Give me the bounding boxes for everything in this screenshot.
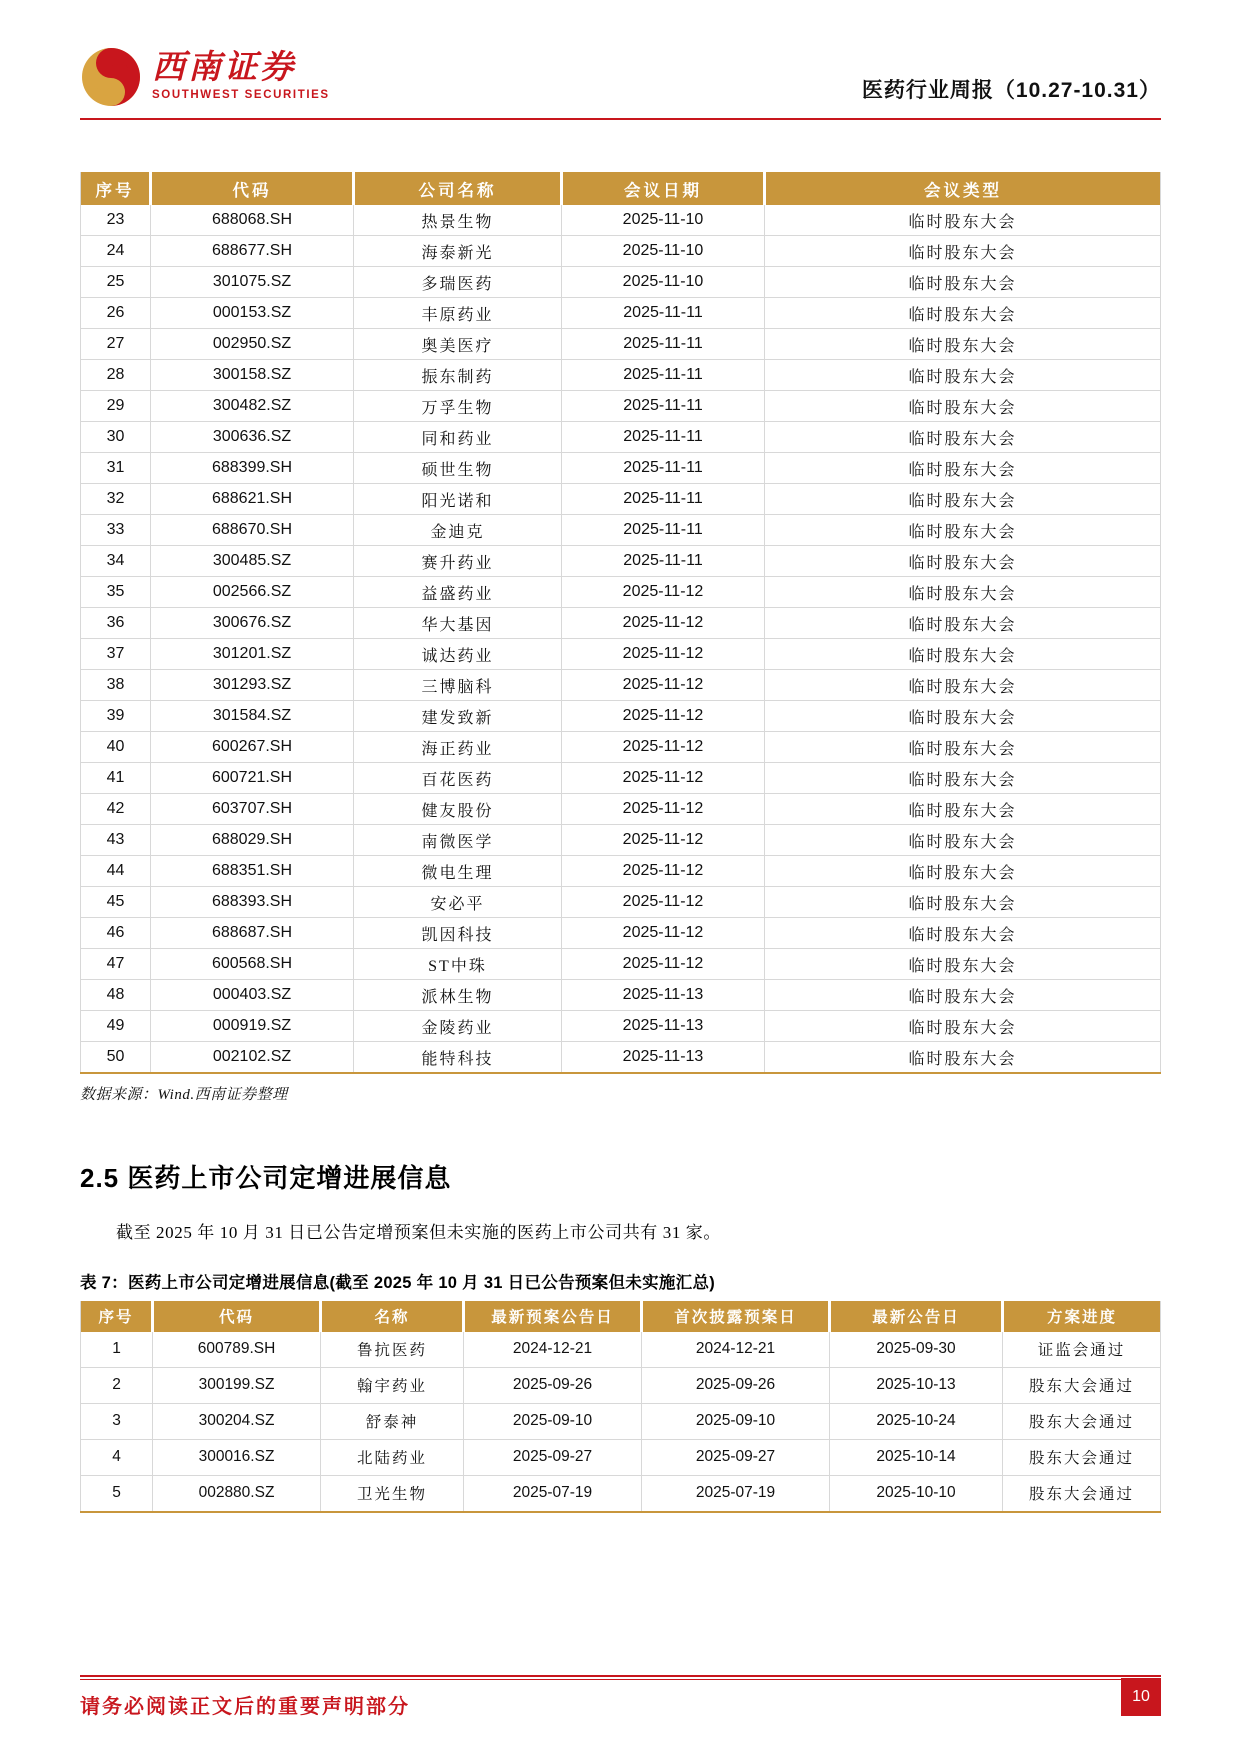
table-cell: 31 bbox=[81, 453, 151, 484]
table-cell: 2025-11-12 bbox=[562, 918, 765, 949]
table-row bbox=[81, 484, 1161, 515]
table-row bbox=[81, 205, 1161, 236]
table-cell: 3 bbox=[81, 1403, 153, 1439]
table-cell: 股东大会通过 bbox=[1003, 1367, 1161, 1403]
table-cell: 44 bbox=[81, 856, 151, 887]
table-cell: 2025-09-27 bbox=[642, 1439, 830, 1475]
table-row bbox=[81, 422, 1161, 453]
table-cell: 2025-11-11 bbox=[562, 298, 765, 329]
table-cell: 临时股东大会 bbox=[765, 918, 1161, 949]
table-row bbox=[81, 515, 1161, 546]
table-cell: 29 bbox=[81, 391, 151, 422]
table-cell: 600267.SH bbox=[151, 732, 354, 763]
table-cell: 35 bbox=[81, 577, 151, 608]
table-row bbox=[81, 639, 1161, 670]
table-cell: 2025-11-12 bbox=[562, 577, 765, 608]
table-cell: 2025-11-12 bbox=[562, 887, 765, 918]
table-row bbox=[81, 577, 1161, 608]
table-cell: 002566.SZ bbox=[151, 577, 354, 608]
table-cell: 2025-10-13 bbox=[830, 1367, 1003, 1403]
footer-divider-thick bbox=[80, 1675, 1161, 1677]
table-cell: 临时股东大会 bbox=[765, 701, 1161, 732]
table-cell: 股东大会通过 bbox=[1028, 1486, 1134, 1504]
table-cell: 临时股东大会 bbox=[765, 236, 1161, 267]
table-cell: 50 bbox=[81, 1042, 151, 1074]
table-cell: 300636.SZ bbox=[151, 422, 354, 453]
table-cell: 临时股东大会 bbox=[908, 1050, 1017, 1068]
table-cell: 临时股东大会 bbox=[765, 267, 1161, 298]
table-row bbox=[81, 949, 1161, 980]
table-cell: 卫光生物 bbox=[321, 1475, 464, 1512]
table-cell: 微电生理 bbox=[354, 856, 562, 887]
section-paragraph: 截至 2025 年 10 月 31 日已公告定增预案但未实施的医药上市公司共有 31 家。 bbox=[116, 1223, 721, 1242]
table-cell: 奥美医疗 bbox=[354, 329, 562, 360]
table-cell: 000403.SZ bbox=[151, 980, 354, 1011]
table-cell: 2025-11-10 bbox=[562, 267, 765, 298]
table-cell: 健友股份 bbox=[354, 794, 562, 825]
table-cell: 万孚生物 bbox=[354, 391, 562, 422]
table-cell: 2025-09-10 bbox=[464, 1403, 642, 1439]
table-cell: 能特科技 bbox=[354, 1042, 562, 1074]
table-cell: 金陵药业 bbox=[354, 1011, 562, 1042]
table-row bbox=[81, 360, 1161, 391]
table-cell: 硕世生物 bbox=[354, 453, 562, 484]
table-cell: ST中珠 bbox=[354, 949, 562, 980]
table-cell: 临时股东大会 bbox=[765, 515, 1161, 546]
table-cell: 临时股东大会 bbox=[765, 391, 1161, 422]
table-cell: 2025-11-12 bbox=[562, 825, 765, 856]
table-cell: 2025-11-11 bbox=[562, 422, 765, 453]
table-cell: 000919.SZ bbox=[151, 1011, 354, 1042]
table-cell: 临时股东大会 bbox=[765, 670, 1161, 701]
table-cell: 38 bbox=[81, 670, 151, 701]
table-cell: 派林生物 bbox=[354, 980, 562, 1011]
table-cell: 临时股东大会 bbox=[765, 763, 1161, 794]
table-cell: 42 bbox=[81, 794, 151, 825]
col-header-code: 代码 bbox=[153, 1301, 321, 1332]
table-cell: 2 bbox=[81, 1367, 153, 1403]
table-cell: 2025-11-11 bbox=[562, 546, 765, 577]
table-header-row bbox=[81, 172, 1161, 205]
col-header-date: 会议日期 bbox=[562, 172, 765, 205]
table-cell: 40 bbox=[81, 732, 151, 763]
table-cell: 2025-11-12 bbox=[562, 608, 765, 639]
table-row bbox=[81, 701, 1161, 732]
table-cell: 26 bbox=[81, 298, 151, 329]
table-cell: 丰原药业 bbox=[354, 298, 562, 329]
table-header-row bbox=[81, 1301, 1161, 1332]
col-header-progress: 方案进度 bbox=[1003, 1301, 1161, 1332]
table-cell: 688029.SH bbox=[151, 825, 354, 856]
table-cell: 金迪克 bbox=[354, 515, 562, 546]
table-cell: 2025-09-26 bbox=[642, 1367, 830, 1403]
table-cell: 300199.SZ bbox=[153, 1367, 321, 1403]
table-cell: 同和药业 bbox=[354, 422, 562, 453]
col-header-code: 代码 bbox=[151, 172, 354, 205]
table-cell: 002102.SZ bbox=[151, 1042, 354, 1074]
table-cell: 2025-09-26 bbox=[464, 1367, 642, 1403]
section-heading-2-5: 2.5 医药上市公司定增进展信息 bbox=[80, 1163, 452, 1193]
table-row bbox=[81, 298, 1161, 329]
table-cell: 2025-11-13 bbox=[562, 1011, 765, 1042]
shareholder-meeting-table bbox=[80, 172, 1161, 1074]
table-cell: 益盛药业 bbox=[354, 577, 562, 608]
table-cell: 002950.SZ bbox=[151, 329, 354, 360]
col-header-latest-notice: 最新公告日 bbox=[830, 1301, 1003, 1332]
col-header-type: 会议类型 bbox=[765, 172, 1161, 205]
table-cell: 2025-10-24 bbox=[830, 1403, 1003, 1439]
table-cell: 41 bbox=[81, 763, 151, 794]
table-cell: 32 bbox=[81, 484, 151, 515]
header-divider bbox=[80, 118, 1161, 120]
table-cell: 37 bbox=[81, 639, 151, 670]
table-cell: 2025-11-10 bbox=[562, 236, 765, 267]
table-cell: 30 bbox=[81, 422, 151, 453]
col-header-company: 公司名称 bbox=[354, 172, 562, 205]
table-row bbox=[81, 1439, 1161, 1475]
table-cell: 300482.SZ bbox=[151, 391, 354, 422]
table-cell: 48 bbox=[81, 980, 151, 1011]
table-cell: 股东大会通过 bbox=[1003, 1439, 1161, 1475]
table-cell: 2025-09-30 bbox=[830, 1332, 1003, 1368]
table-cell: 49 bbox=[81, 1011, 151, 1042]
table-cell: 2025-11-10 bbox=[562, 205, 765, 236]
table-cell: 翰宇药业 bbox=[321, 1367, 464, 1403]
placement-table-body bbox=[81, 1332, 1161, 1512]
logo-wordmark bbox=[152, 52, 330, 102]
table-cell: 2025-11-12 bbox=[562, 763, 765, 794]
table-cell: 临时股东大会 bbox=[765, 453, 1161, 484]
table-cell: 临时股东大会 bbox=[765, 422, 1161, 453]
table-cell: 688068.SH bbox=[151, 205, 354, 236]
table-cell: 2025-11-11 bbox=[562, 391, 765, 422]
table-row bbox=[81, 856, 1161, 887]
table-cell: 舒泰神 bbox=[321, 1403, 464, 1439]
table-cell: 赛升药业 bbox=[354, 546, 562, 577]
table-cell: 45 bbox=[81, 887, 151, 918]
table-cell: 临时股东大会 bbox=[765, 577, 1161, 608]
footer-disclaimer: 请务必阅读正文后的重要声明部分 bbox=[80, 1696, 410, 1718]
table-cell: 临时股东大会 bbox=[765, 825, 1161, 856]
table-cell: 300485.SZ bbox=[151, 546, 354, 577]
table-cell: 2025-07-19 bbox=[642, 1475, 830, 1512]
table-cell: 安必平 bbox=[354, 887, 562, 918]
table-cell: 2025-09-27 bbox=[464, 1439, 642, 1475]
table-row bbox=[81, 794, 1161, 825]
col-header-latest-plan: 最新预案公告日 bbox=[464, 1301, 642, 1332]
table-cell: 2025-11-13 bbox=[562, 1042, 765, 1074]
table-cell: 临时股东大会 bbox=[765, 732, 1161, 763]
logo-name-en: SOUTHWEST SECURITIES bbox=[152, 89, 330, 102]
table-row bbox=[81, 670, 1161, 701]
table-cell: 002880.SZ bbox=[153, 1475, 321, 1512]
col-header-name: 名称 bbox=[321, 1301, 464, 1332]
table-cell: 688677.SH bbox=[151, 236, 354, 267]
table-row bbox=[81, 236, 1161, 267]
table-cell: 百花医药 bbox=[354, 763, 562, 794]
table-cell: 临时股东大会 bbox=[765, 298, 1161, 329]
table-cell: 临时股东大会 bbox=[765, 360, 1161, 391]
table-cell: 603707.SH bbox=[151, 794, 354, 825]
table-cell: 24 bbox=[81, 236, 151, 267]
table-cell: 临时股东大会 bbox=[765, 856, 1161, 887]
table-cell: 临时股东大会 bbox=[765, 484, 1161, 515]
table-cell: 301201.SZ bbox=[151, 639, 354, 670]
table-row bbox=[81, 763, 1161, 794]
table-cell: 临时股东大会 bbox=[765, 639, 1161, 670]
table-cell: 2025-11-12 bbox=[562, 701, 765, 732]
table-cell: 301075.SZ bbox=[151, 267, 354, 298]
table-cell: 临时股东大会 bbox=[765, 794, 1161, 825]
table-cell: 1 bbox=[81, 1332, 153, 1368]
table-row bbox=[81, 1042, 1161, 1074]
report-title: 医药行业周报（10.27-10.31） bbox=[861, 79, 1161, 102]
table-cell: 2025-11-11 bbox=[562, 484, 765, 515]
table-row bbox=[81, 267, 1161, 298]
table-cell: 建发致新 bbox=[354, 701, 562, 732]
company-logo bbox=[80, 46, 330, 112]
table-cell: 2025-11-12 bbox=[562, 670, 765, 701]
table-cell: 华大基因 bbox=[354, 608, 562, 639]
table-cell: 2024-12-21 bbox=[464, 1332, 642, 1368]
page-footer bbox=[80, 1675, 1161, 1719]
table-cell: 临时股东大会 bbox=[765, 205, 1161, 236]
table-cell: 2025-11-12 bbox=[562, 794, 765, 825]
table-cell: 多瑞医药 bbox=[354, 267, 562, 298]
footer-divider-thin bbox=[80, 1679, 1161, 1680]
table-cell: 301293.SZ bbox=[151, 670, 354, 701]
table-cell: 2025-11-11 bbox=[562, 515, 765, 546]
page-number-badge: 10 bbox=[1121, 1678, 1161, 1716]
table-row bbox=[81, 608, 1161, 639]
table-cell: 2025-07-19 bbox=[464, 1475, 642, 1512]
table-row bbox=[81, 1367, 1161, 1403]
table-cell: 600721.SH bbox=[151, 763, 354, 794]
table-cell: 43 bbox=[81, 825, 151, 856]
table-cell: 鲁抗医药 bbox=[321, 1332, 464, 1368]
placement-table-caption: 表 7：医药上市公司定增进展信息(截至 2025 年 10 月 31 日已公告预案但未实施汇总) bbox=[80, 1273, 716, 1292]
table-cell: 三博脑科 bbox=[354, 670, 562, 701]
table-cell: 临时股东大会 bbox=[765, 1011, 1161, 1042]
col-header-seq: 序号 bbox=[81, 172, 151, 205]
table-cell: 300016.SZ bbox=[153, 1439, 321, 1475]
table-row bbox=[81, 391, 1161, 422]
table-cell: 临时股东大会 bbox=[765, 608, 1161, 639]
table-row bbox=[81, 453, 1161, 484]
table-cell: 热景生物 bbox=[354, 205, 562, 236]
table-cell: 2025-11-12 bbox=[562, 639, 765, 670]
table-row bbox=[81, 918, 1161, 949]
table-cell: 688670.SH bbox=[151, 515, 354, 546]
table-row bbox=[81, 546, 1161, 577]
table-cell: 2025-11-11 bbox=[562, 360, 765, 391]
table-cell: 000153.SZ bbox=[151, 298, 354, 329]
table-cell: 301584.SZ bbox=[151, 701, 354, 732]
table-row bbox=[81, 329, 1161, 360]
table-row bbox=[81, 887, 1161, 918]
table-cell: 600789.SH bbox=[153, 1332, 321, 1368]
table-cell: 47 bbox=[81, 949, 151, 980]
table-row bbox=[81, 980, 1161, 1011]
table-cell: 2025-11-12 bbox=[562, 949, 765, 980]
table-cell: 证监会通过 bbox=[1003, 1332, 1161, 1368]
table-cell: 28 bbox=[81, 360, 151, 391]
table-cell: 2025-10-14 bbox=[830, 1439, 1003, 1475]
table-cell: 2025-11-11 bbox=[562, 329, 765, 360]
table-cell: 股东大会通过 bbox=[1003, 1403, 1161, 1439]
table-cell: 临时股东大会 bbox=[765, 546, 1161, 577]
table-cell: 南微医学 bbox=[354, 825, 562, 856]
table-row bbox=[81, 1475, 1161, 1512]
table-cell: 2025-11-12 bbox=[562, 856, 765, 887]
table-cell: 23 bbox=[81, 205, 151, 236]
table-row bbox=[81, 1011, 1161, 1042]
table-cell: 33 bbox=[81, 515, 151, 546]
table-row bbox=[81, 1403, 1161, 1439]
table-cell: 临时股东大会 bbox=[765, 887, 1161, 918]
table-cell: 27 bbox=[81, 329, 151, 360]
table-cell: 2025-11-12 bbox=[562, 732, 765, 763]
table-cell: 临时股东大会 bbox=[765, 980, 1161, 1011]
table-cell: 36 bbox=[81, 608, 151, 639]
table-cell: 2025-10-10 bbox=[830, 1475, 1003, 1512]
meeting-table-body bbox=[81, 205, 1161, 1073]
col-header-seq: 序号 bbox=[81, 1301, 153, 1332]
table-cell: 2025-11-13 bbox=[562, 980, 765, 1011]
table-cell: 39 bbox=[81, 701, 151, 732]
table-cell: 688351.SH bbox=[151, 856, 354, 887]
table-cell: 临时股东大会 bbox=[765, 329, 1161, 360]
table-cell: 海泰新光 bbox=[354, 236, 562, 267]
table-cell: 诚达药业 bbox=[354, 639, 562, 670]
table-cell: 2025-09-10 bbox=[642, 1403, 830, 1439]
table-cell: 临时股东大会 bbox=[765, 949, 1161, 980]
table-cell: 5 bbox=[81, 1475, 153, 1512]
table-cell: 凯因科技 bbox=[354, 918, 562, 949]
table-cell: 688687.SH bbox=[151, 918, 354, 949]
col-header-first-disclose: 首次披露预案日 bbox=[642, 1301, 830, 1332]
meeting-table-source: 数据来源：Wind.西南证券整理 bbox=[80, 1087, 288, 1103]
table-cell: 阳光诺和 bbox=[354, 484, 562, 515]
table-cell: 海正药业 bbox=[354, 732, 562, 763]
logo-name-cn: 西南证券 bbox=[152, 50, 296, 87]
table-cell: 688621.SH bbox=[151, 484, 354, 515]
table-row bbox=[81, 732, 1161, 763]
page-header bbox=[80, 0, 1161, 118]
table-cell: 振东制药 bbox=[354, 360, 562, 391]
table-cell: 4 bbox=[81, 1439, 153, 1475]
southwest-securities-logo-icon bbox=[80, 46, 142, 108]
table-cell: 300204.SZ bbox=[153, 1403, 321, 1439]
table-row bbox=[81, 825, 1161, 856]
table-cell: 600568.SH bbox=[151, 949, 354, 980]
table-cell: 2024-12-21 bbox=[642, 1332, 830, 1368]
table-cell: 46 bbox=[81, 918, 151, 949]
table-cell: 2025-11-11 bbox=[562, 453, 765, 484]
table-cell: 300158.SZ bbox=[151, 360, 354, 391]
table-cell: 25 bbox=[81, 267, 151, 298]
table-cell: 北陆药业 bbox=[321, 1439, 464, 1475]
table-cell: 688399.SH bbox=[151, 453, 354, 484]
private-placement-table bbox=[80, 1301, 1161, 1513]
table-cell: 688393.SH bbox=[151, 887, 354, 918]
table-cell: 34 bbox=[81, 546, 151, 577]
table-row bbox=[81, 1332, 1161, 1368]
table-cell: 300676.SZ bbox=[151, 608, 354, 639]
